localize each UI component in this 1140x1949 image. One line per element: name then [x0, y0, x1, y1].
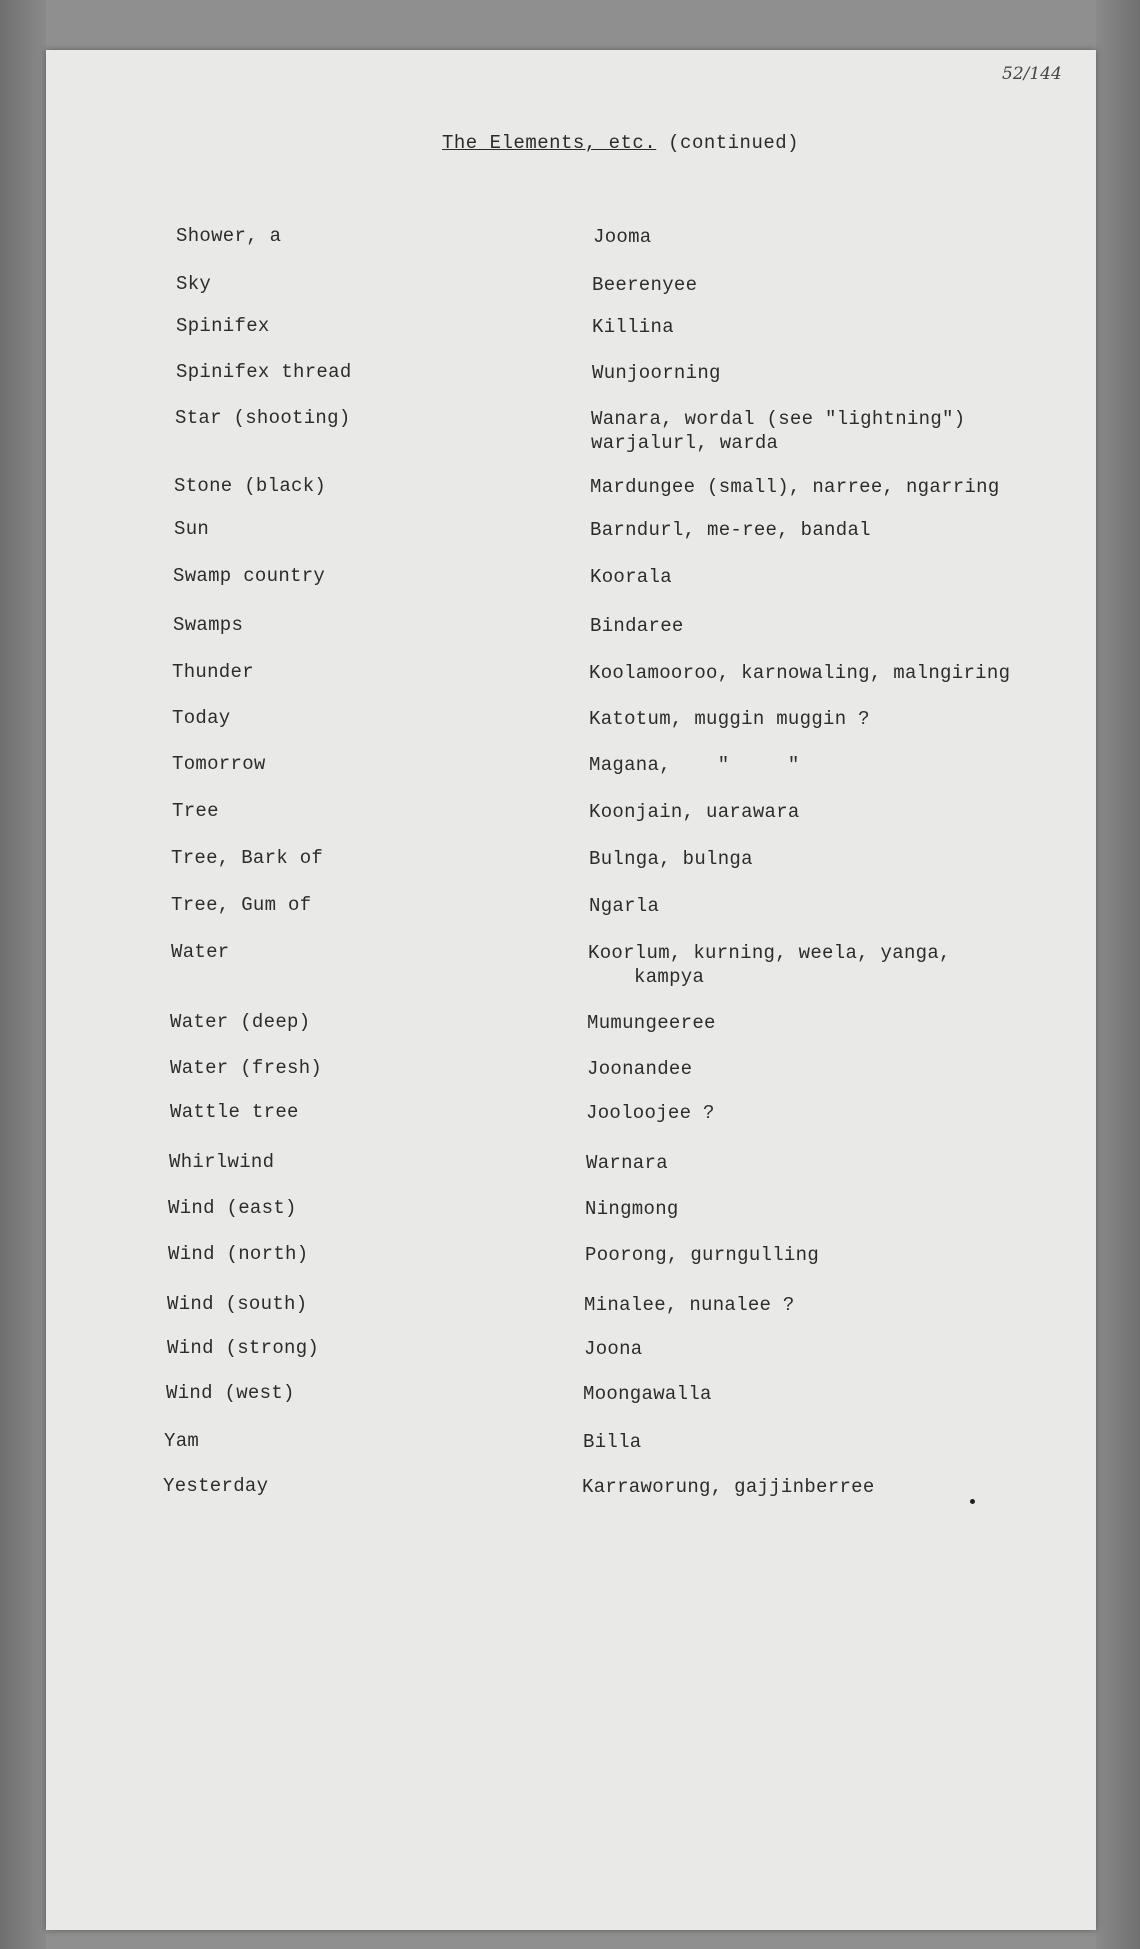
scan-border-left [0, 0, 46, 1949]
entry-term: Stone (black) [174, 475, 327, 497]
entry-term: Yam [164, 1430, 200, 1452]
entry-term: Water (deep) [170, 1011, 311, 1033]
entry-gloss: Ningmong [585, 1198, 679, 1220]
entry-term: Swamps [173, 614, 244, 636]
entry-term: Tree, Gum of [171, 894, 312, 916]
title-underlined: The Elements, etc. [442, 132, 657, 154]
entry-gloss-line2: kampya [634, 966, 705, 988]
entry-term: Sun [174, 518, 210, 540]
entry-term: Swamp country [173, 565, 326, 587]
entry-gloss: Koorala [590, 566, 672, 588]
entry-gloss: Magana, " " [589, 754, 800, 776]
entry-gloss: Jooloojee ? [586, 1102, 715, 1124]
entry-term: Tomorrow [172, 753, 266, 775]
entry-term: Tree [172, 800, 219, 822]
entry-term: Spinifex thread [176, 361, 352, 383]
entry-gloss: Moongawalla [583, 1383, 712, 1405]
entry-term: Wattle tree [170, 1101, 299, 1123]
entry-gloss: Koolamooroo, karnowaling, malngiring [589, 662, 1011, 684]
entry-gloss: Wunjoorning [592, 362, 721, 384]
entry-term: Yesterday [163, 1475, 269, 1497]
entry-gloss: Billa [583, 1431, 642, 1453]
title-continued: (continued) [668, 132, 800, 154]
entry-gloss: Karraworung, gajjinberree [582, 1476, 875, 1498]
entry-gloss-line2: warjalurl, warda [591, 432, 779, 454]
entry-gloss: Minalee, nunalee ? [584, 1294, 795, 1316]
entry-term: Today [172, 707, 231, 729]
entry-term: Wind (strong) [167, 1337, 320, 1359]
entry-gloss: Killina [592, 316, 674, 338]
entry-term: Tree, Bark of [171, 847, 324, 869]
entry-gloss: Bindaree [590, 615, 684, 637]
scan-border-right [1096, 0, 1140, 1949]
entry-gloss-line1: Wanara, wordal (see "lightning") [591, 408, 966, 430]
ink-dot [970, 1499, 975, 1504]
page-title [442, 132, 799, 154]
entry-gloss: Bulnga, bulnga [589, 848, 753, 870]
entry-gloss: Warnara [586, 1152, 668, 1174]
entry-gloss: Barndurl, me-ree, bandal [590, 519, 871, 541]
entry-gloss: Beerenyee [592, 274, 698, 296]
entry-gloss: Katotum, muggin muggin ? [589, 708, 870, 730]
entry-term: Water [171, 941, 230, 963]
entry-term: Water (fresh) [170, 1057, 323, 1079]
entry-term: Sky [176, 273, 212, 295]
entry-term: Wind (north) [168, 1243, 309, 1265]
entry-term: Wind (south) [167, 1293, 308, 1315]
entry-term: Spinifex [176, 315, 270, 337]
entry-term: Shower, a [176, 225, 282, 247]
entry-term: Wind (east) [168, 1197, 297, 1219]
entry-gloss: Ngarla [589, 895, 660, 917]
entry-gloss: Joona [584, 1338, 643, 1360]
entry-gloss [591, 407, 965, 455]
folio-number: 52/144 [1002, 64, 1062, 84]
entry-term: Wind (west) [166, 1382, 295, 1404]
entry-gloss: Joonandee [587, 1058, 693, 1080]
entry-gloss-line1: Koorlum, kurning, weela, yanga, [588, 942, 951, 964]
entry-term: Thunder [172, 661, 254, 683]
entry-gloss: Poorong, gurngulling [585, 1244, 820, 1266]
entry-gloss: Mardungee (small), narree, ngarring [590, 476, 1000, 498]
entry-gloss: Koonjain, uarawara [589, 801, 800, 823]
entry-gloss: Jooma [593, 226, 652, 248]
entry-term: Star (shooting) [175, 407, 351, 429]
entry-term: Whirlwind [169, 1151, 275, 1173]
entry-gloss: Mumungeeree [587, 1012, 716, 1034]
entry-gloss [588, 941, 951, 989]
